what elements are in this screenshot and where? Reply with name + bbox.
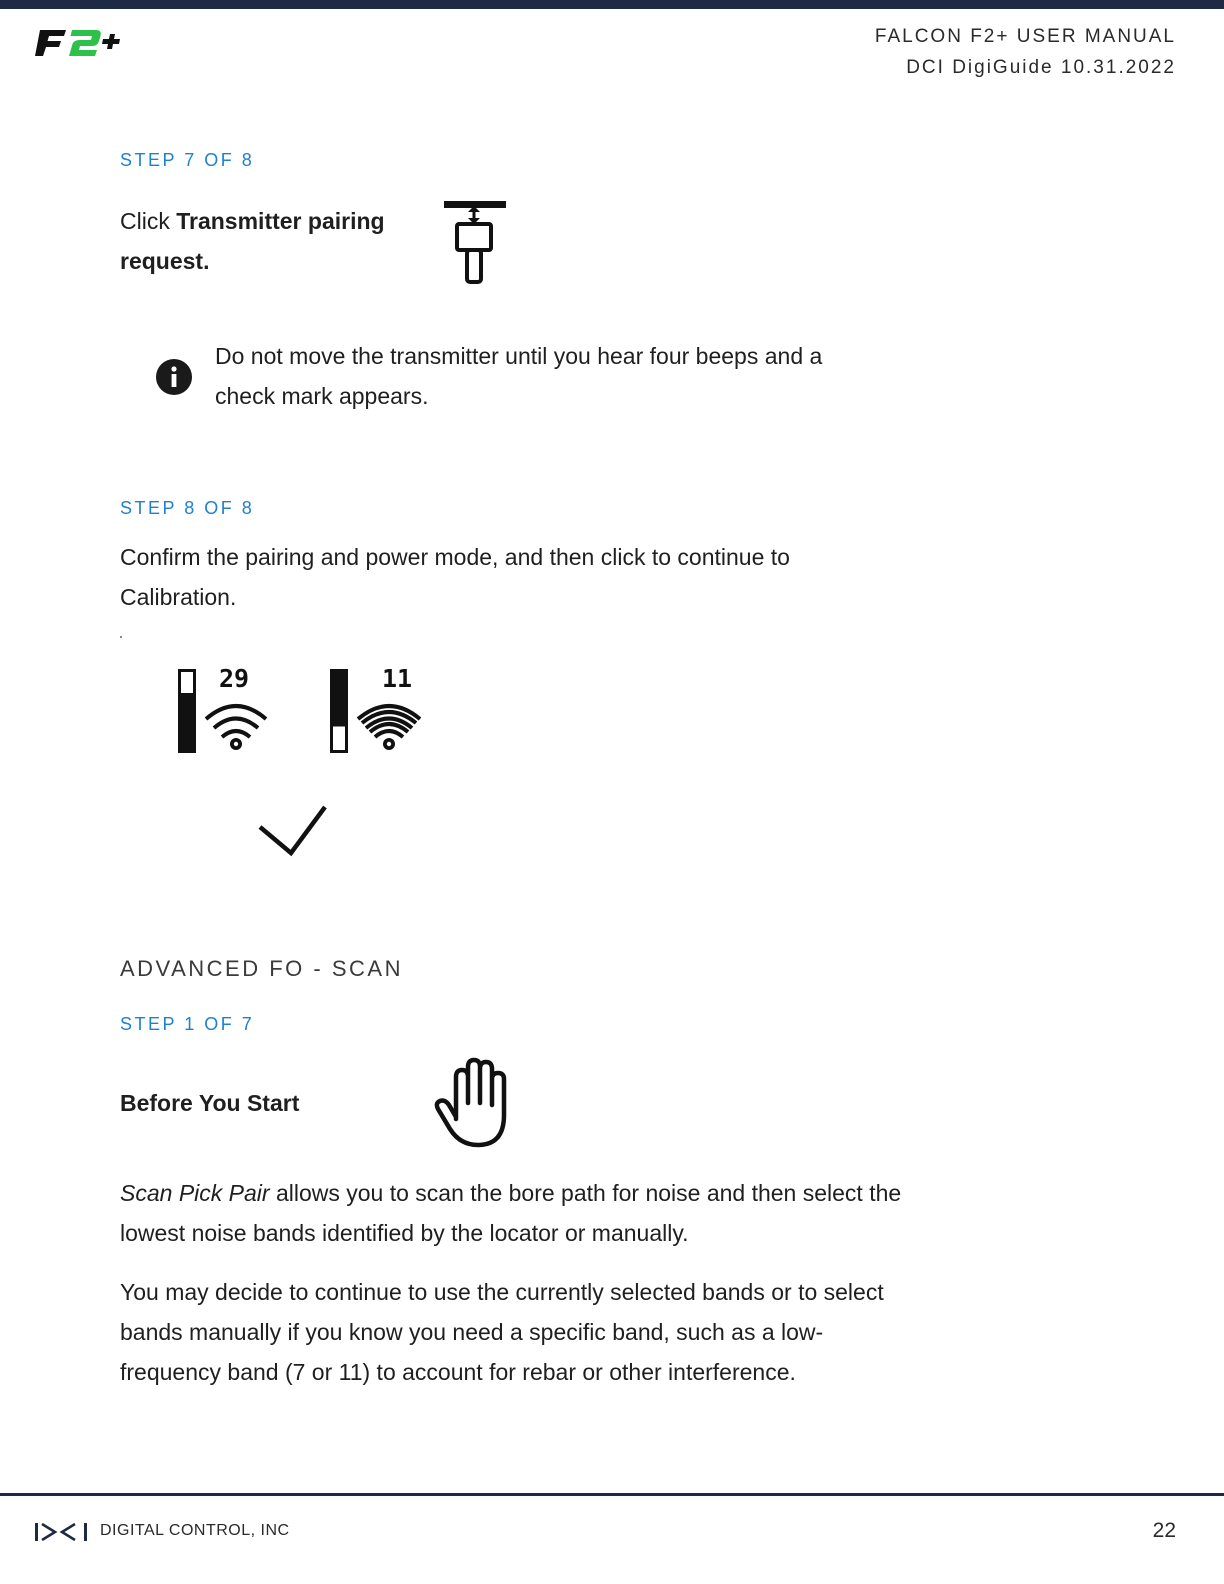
paragraph-1-line-1: allows you to scan the bore path for noise and then select the xyxy=(269,1180,902,1206)
step-7-instruction xyxy=(120,201,385,281)
hand-stop-icon xyxy=(432,1055,520,1151)
paragraph-2-line-3: frequency band (7 or 11) to account for rebar or other interference. xyxy=(120,1359,796,1385)
scan-pick-pair-paragraph xyxy=(120,1173,901,1253)
before-you-start-heading: Before You Start xyxy=(120,1090,300,1116)
page-number: 22 xyxy=(1152,1519,1176,1542)
signal-strength-icon xyxy=(203,700,269,754)
manual-subtitle: DCI DigiGuide 10.31.2022 xyxy=(906,57,1176,78)
f2-plus-logo xyxy=(34,22,126,62)
step-8-label: STEP 8 OF 8 xyxy=(120,498,255,518)
stray-mark xyxy=(120,636,122,638)
step-7-label: STEP 7 OF 8 xyxy=(120,150,255,170)
step-8-line-1: Confirm the pairing and power mode, and then click to continue to xyxy=(120,544,790,570)
band-value-right: 11 xyxy=(382,664,413,693)
note-line-1: Do not move the transmitter until you hear four beeps and a xyxy=(215,343,823,369)
battery-level-icon xyxy=(330,669,348,753)
transmitter-pairing-icon xyxy=(440,198,510,288)
band-selection-paragraph xyxy=(120,1272,884,1392)
check-icon xyxy=(255,800,330,860)
step-8-line-2: Calibration. xyxy=(120,584,237,610)
step-8-instruction xyxy=(120,537,790,617)
pairing-note xyxy=(215,336,822,416)
paragraph-1-line-2: lowest noise bands identified by the locator or manually. xyxy=(120,1220,689,1246)
signal-strength-icon xyxy=(356,700,422,754)
instruction-prefix: Click xyxy=(120,208,177,234)
manual-title: FALCON F2+ USER MANUAL xyxy=(874,26,1176,47)
request-text: request. xyxy=(120,248,210,274)
section-title: ADVANCED FO - SCAN xyxy=(120,956,403,981)
company-name: DIGITAL CONTROL, INC xyxy=(100,1522,290,1539)
battery-level-icon xyxy=(178,669,196,753)
dci-logo xyxy=(33,1521,91,1543)
note-line-2: check mark appears. xyxy=(215,383,429,409)
paragraph-2-line-1: You may decide to continue to use the currently selected bands or to select xyxy=(120,1279,884,1305)
top-bar xyxy=(0,0,1224,9)
footer-rule xyxy=(0,1493,1224,1496)
info-icon xyxy=(155,358,193,396)
step-1-label: STEP 1 OF 7 xyxy=(120,1014,255,1034)
scan-pick-pair-term: Scan Pick Pair xyxy=(120,1180,270,1206)
band-value-left: 29 xyxy=(219,664,250,693)
transmitter-pairing-text: Transmitter pairing xyxy=(176,208,385,234)
paragraph-2-line-2: bands manually if you know you need a specific band, such as a low- xyxy=(120,1319,824,1345)
